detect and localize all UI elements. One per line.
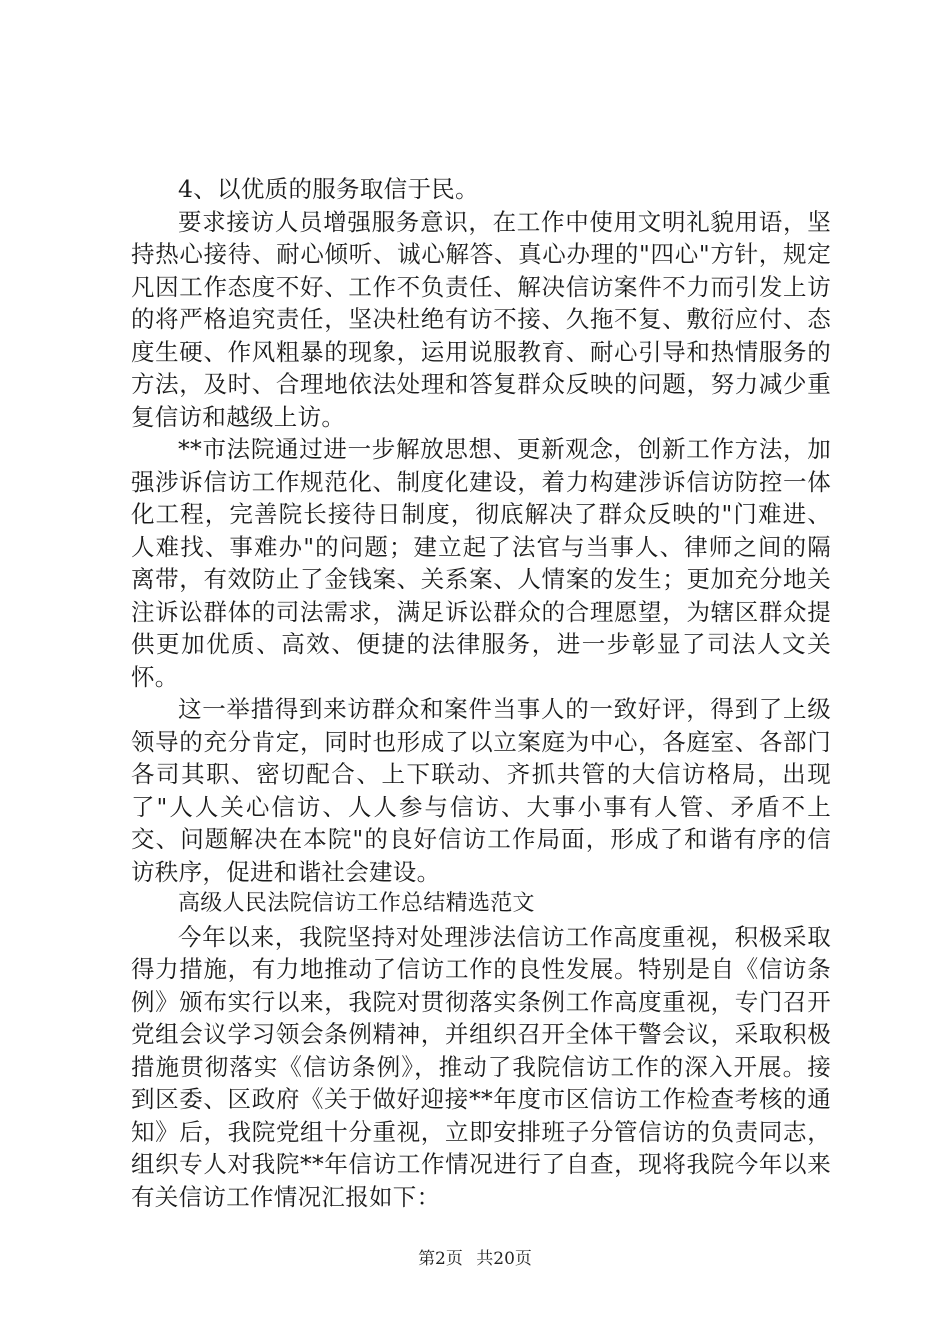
page-total: 共20页 (476, 1249, 532, 1269)
paragraph-article-title: 高级人民法院信访工作总结精选范文 (178, 891, 535, 916)
page-footer (0, 1244, 950, 1269)
document-body (131, 173, 831, 1213)
paragraph-section-heading: 4、以优质的服务取信于民。 (178, 175, 479, 203)
paragraph-service-requirements: 要求接访人员增强服务意识，在工作中使用文明礼貌用语，坚持热心接待、耐心倾听、诚心解答、真心办理的"四心"方针，规定凡因工作态度不好、工作不负责任、解决信访案件不力而引发上访的将严格追究责任，坚决杜绝有访不接、久拖不复、敷衍应付、态度生硬、作风粗暴的现象，运用说服教育、耐心引导和热情服务的方法，及时、合理地依法处理和答复群众反映的问题，努力减少重复信访和越级上访。 (131, 207, 831, 431)
page-number: 第2页 (418, 1249, 463, 1269)
paragraph-summary-intro: 今年以来，我院坚持对处理涉法信访工作高度重视，积极采取得力措施，有力地推动了信访工作的良性发展。特别是自《信访条例》颁布实行以来，我院对贯彻落实条例工作高度重视，专门召开党组会议学习领会条例精神，并组织召开全体干警会议，采取积极措施贯彻落实《信访条例》，推动了我院信访工作的深入开展。接到区委、区政府《关于做好迎接**年度市区信访工作检查考核的通知》后，我院党组十分重视，立即安排班子分管信访的负责同志，组织专人对我院**年信访工作情况进行了自查，现将我院今年以来有关信访工作情况汇报如下： (131, 922, 831, 1211)
paragraph-evaluation: 这一举措得到来访群众和案件当事人的一致好评，得到了上级领导的充分肯定，同时也形成了以立案庭为中心，各庭室、各部门各司其职、密切配合、上下联动、齐抓共管的大信访格局，出现了"人人关心信访、人人参与信访、大事小事有人管、矛盾不上交、问题解决在本院"的良好信访工作局面，形成了和谐有序的信访秩序，促进和谐社会建设。 (131, 695, 831, 886)
paragraph-court-reform: **市法院通过进一步解放思想、更新观念，创新工作方法，加强涉诉信访工作规范化、制度化建设，着力构建涉诉信访防控一体化工程，完善院长接待日制度，彻底解决了群众反映的"门难进、人难找、事难办"的问题；建立起了法官与当事人、律师之间的隔离带，有效防止了金钱案、关系案、人情案的发生；更加充分地关注诉讼群体的司法需求，满足诉讼群众的合理愿望，为辖区群众提供更加优质、高效、便捷的法律服务，进一步彰显了司法人文关怀。 (131, 435, 831, 691)
